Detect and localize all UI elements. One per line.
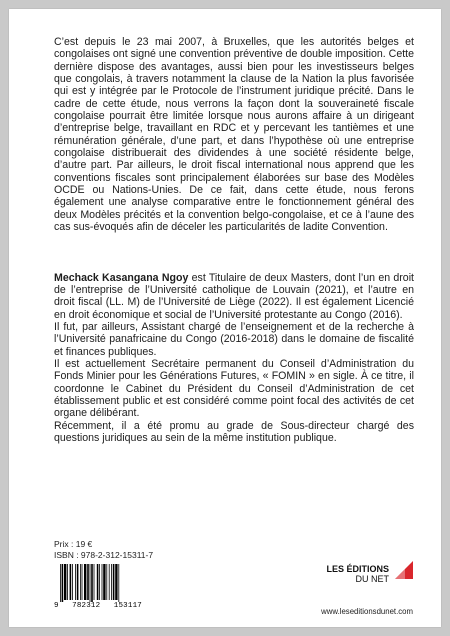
back-cover [9,9,441,627]
barcode-bar [67,564,68,600]
barcode-bar [84,564,86,600]
bio-paragraph-2: Il fut, par ailleurs, Assistant chargé de l’enseignement et de la recherche à l’Université panafricaine du Congo (2016-2018) dans le domaine de fiscalité et finances publiques. [54,320,414,358]
barcode-bar [64,564,66,600]
publisher-url: www.leseditionsdunet.com [321,607,413,616]
barcode-bar [118,564,119,602]
author-name: Mechack Kasangana Ngoy [54,271,189,284]
publisher-mark-icon [393,559,415,581]
barcode-digit-lead: 9 [54,602,59,610]
back-cover-text [54,36,414,444]
publisher-line-2: DU NET [355,574,389,584]
barcode-bar [91,564,93,602]
barcode-bar [87,564,89,600]
bio-paragraph-4: Récemment, il a été promu au grade de Sous-directeur chargé des questions juridiques au sein de la même institution publique. [54,419,414,444]
barcode-bar [70,564,72,600]
barcode-bar [113,564,115,600]
barcode-bar [109,564,110,600]
bio-paragraph-1 [54,272,414,321]
barcode-bar [75,564,76,600]
barcode-bar [106,564,107,600]
bio-paragraph-3: Il est actuellement Secrétaire permanent du Conseil d’Administration du Fonds Minier pour les Générations Futures, « FOMIN » en sigle. À ce titre, il coordonne le Cabinet du Président du Conseil d’Administration de cet établissement public et est considéré comme point focal des activités de cet organe délibérant. [54,357,414,420]
section-gap [54,234,414,272]
barcode-bar [94,564,95,600]
barcode [54,564,142,614]
publisher-name [326,564,389,584]
barcode-bar [99,564,100,600]
author-bio [54,272,414,445]
barcode-bar [72,564,73,600]
barcode-digits [54,602,142,610]
barcode-bar [60,564,61,602]
barcode-bar [115,564,117,600]
isbn-label: ISBN : 978-2-312-15311-7 [54,550,154,560]
price-label: Prix : 19 € [54,539,93,549]
bio-text-1: est Titulaire de deux Masters, dont l’un en droit de l’entreprise de l’Université catholique de Louvain (2021), et l’autre en droit fiscal (LL. M) de l’Université de Liège (2022). Il est également Licencié en droit économique et social de l’Université protestante au Congo (2016). [54,271,414,321]
publisher-line-1: LES ÉDITIONS [326,564,389,574]
synopsis-paragraph: C’est depuis le 23 mai 2007, à Bruxelles, que les autorités belges et congolaises ont signé une convention préventive de double imposition. Cette dernière dispose des avantages, aussi bien pour les investisseurs belges que congolais, à travers notamment la clause de la Nation la plus favorisée qui est y intégrée par le Protocole de l’instrument juridique précité. Dans le cadre de cette étude, nous verrons la façon dont la souveraineté fiscale congolaise pourrait être limitée lorsque nous aurons affaire à un dirigeant d’entreprise belge, travaillant en RDC et y percevant les tantièmes et une rémunération générale, d’une part, et dans l’hypothèse où une entreprise congolaise distribuerait des dividendes à une société résidente belge, d’autre part. Par ailleurs, le droit fiscal international nous apprend que les conventions fiscales sont principalement élaborées sur base des Modèles OCDE ou Nations-Unies. De ce fait, dans cette étude, nous ferons également une analyse comparative entre le fonctionnement général des deux Modèles précités et la convention belgo-congolaise, et ce à l’aune des cas sus-évoqués afin de déceler les particularités de ladite Convention. [54,36,414,234]
barcode-bar [102,564,103,600]
publisher-logo [315,551,415,591]
barcode-bar [77,564,79,600]
barcode-bar [103,564,105,600]
barcode-digit-group-2: 153117 [113,602,142,610]
barcode-bar [90,564,91,602]
barcode-bar [82,564,83,600]
barcode-bar [111,564,112,600]
barcode-bar [62,564,64,602]
barcode-bar [80,564,81,600]
barcode-digit-group-1: 782312 [72,602,101,610]
price-isbn-block [54,539,153,561]
barcode-bars [54,564,142,602]
barcode-bar [97,564,99,600]
